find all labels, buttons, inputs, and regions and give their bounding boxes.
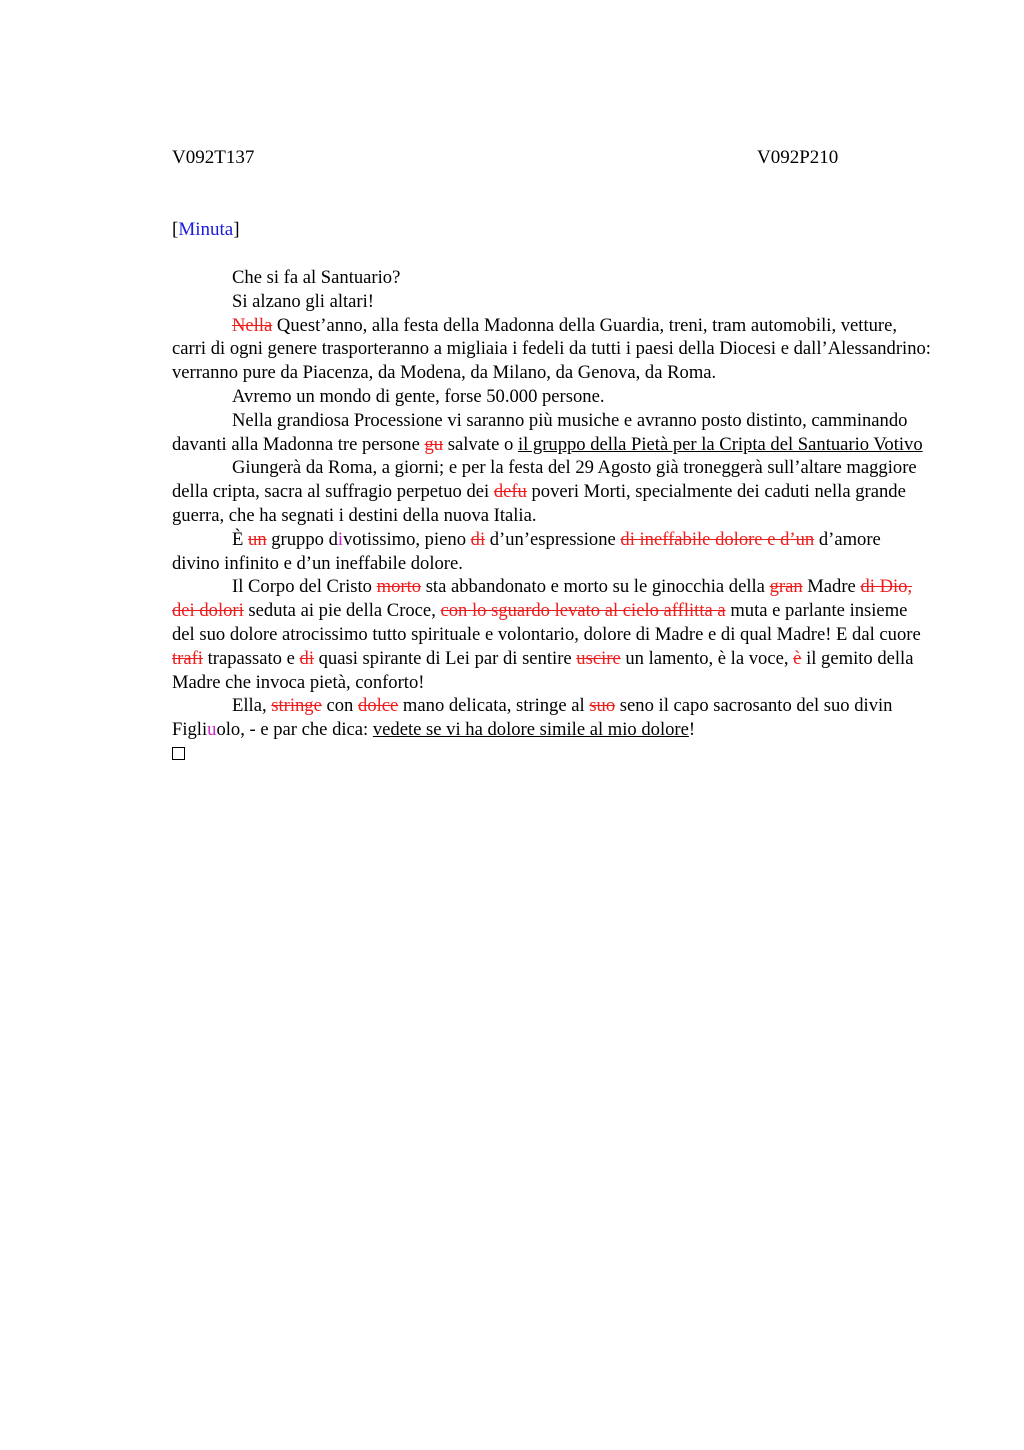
underlined-text: vedete se vi ha dolore simile al mio dolore — [372, 719, 689, 741]
paragraph — [172, 575, 932, 694]
text-segment: quasi spirante di Lei par di sentire — [313, 647, 577, 669]
deleted-text: trafi — [172, 647, 203, 669]
text-segment: muta e parlante insieme del suo dolore atrocissimo tutto spirituale e volontario, dolore di Madre e di qual Madre! E dal cuore — [172, 600, 921, 645]
text-segment: d’amore divino infinito e d’un ineffabile dolore. — [172, 528, 881, 574]
label-open-bracket: [ — [172, 219, 179, 240]
paragraph — [172, 290, 932, 314]
text-segment: gruppo d — [266, 528, 338, 550]
paragraph — [172, 314, 932, 385]
paragraph — [172, 694, 932, 742]
text-segment: È — [232, 528, 249, 550]
deleted-text: morto — [376, 576, 422, 598]
deleted-text: è — [793, 647, 802, 669]
text-segment: trapassato e — [202, 647, 300, 669]
deleted-text: dolce — [358, 695, 399, 717]
deleted-text: Nella — [232, 314, 273, 336]
inserted-text: i — [337, 528, 344, 550]
deleted-text: con lo sguardo levato al cielo afflitta a — [440, 600, 726, 622]
inserted-text: u — [207, 719, 217, 741]
deleted-text: defu — [493, 481, 527, 503]
paragraph — [172, 266, 932, 290]
paragraph — [172, 385, 932, 409]
document-code-left: V092T137 — [172, 147, 255, 168]
text-segment: d’un’espressione — [485, 528, 621, 550]
text-segment: sta abbandonato e morto su le ginocchia della — [421, 576, 770, 598]
text-segment: ! — [688, 719, 696, 741]
paragraph — [172, 456, 932, 527]
empty-square-icon — [172, 742, 932, 767]
text-segment: un lamento, è la voce, — [620, 647, 794, 669]
paragraph — [172, 528, 932, 576]
text-segment: Madre — [802, 576, 861, 598]
text-segment: Avremo un mondo di gente, forse 50.000 persone. — [232, 385, 605, 407]
paragraph — [172, 409, 932, 457]
text-segment: poveri Morti, specialmente dei caduti nella grande guerra, che ha segnati i destini della nuova Italia. — [172, 481, 906, 526]
text-segment: Si alzano gli altari! — [232, 290, 374, 312]
label-close-bracket: ] — [233, 219, 240, 240]
deleted-text: di ineffabile dolore e d’un — [620, 528, 815, 550]
deleted-text: un — [248, 528, 267, 550]
text-segment: seduta ai pie della Croce, — [243, 600, 441, 622]
deleted-text: di — [299, 647, 314, 669]
text-segment: Il Corpo del Cristo — [232, 576, 377, 598]
deleted-text: suo — [589, 695, 616, 717]
deleted-text: di Dio, dei dolori — [172, 576, 913, 622]
transcription-body — [172, 266, 932, 767]
text-segment: Ella, — [232, 695, 272, 717]
text-segment: olo, - e par che dica: — [216, 719, 373, 741]
underlined-text: il gruppo della Pietà per la Cripta del Santuario Votivo — [517, 433, 923, 455]
deleted-text: stringe — [271, 695, 322, 717]
text-segment: Che si fa al Santuario? — [232, 267, 401, 288]
text-segment: salvate o — [443, 433, 518, 455]
text-segment: Giungerà da Roma, a giorni; e per la festa del 29 Agosto già troneggerà sull’altare maggiore della cripta, sacra al suffragio perpetuo dei — [172, 457, 917, 503]
text-segment: seno il capo sacrosanto del suo divin Figli — [172, 695, 893, 741]
text-segment: il gemito della Madre che invoca pietà, conforto! — [172, 647, 914, 693]
text-segment: Nella grandiosa Processione vi saranno più musiche e avranno posto distinto, camminando davanti alla Madonna tre persone — [172, 409, 908, 455]
deleted-text: gu — [424, 433, 444, 455]
text-segment: votissimo, pieno — [343, 528, 471, 550]
text-segment: Quest’anno, alla festa della Madonna della Guardia, treni, tram automobili, vetture, carri di ogni genere trasporteranno a migliaia i fedeli da tutti i paesi della Diocesi e dall’Alessandrino: verranno pure da Piacenza, da Modena, da Milano, da Genova, da Roma. — [172, 314, 931, 384]
deleted-text: di — [470, 528, 486, 550]
document-label — [172, 219, 240, 241]
deleted-text: gran — [769, 576, 803, 598]
text-segment: con — [321, 695, 359, 717]
label-text: Minuta — [178, 219, 234, 240]
text-segment: mano delicata, stringe al — [398, 695, 590, 717]
document-code-right: V092P210 — [757, 147, 839, 168]
deleted-text: uscire — [576, 647, 621, 669]
empty-square-icon-shape — [172, 747, 185, 760]
